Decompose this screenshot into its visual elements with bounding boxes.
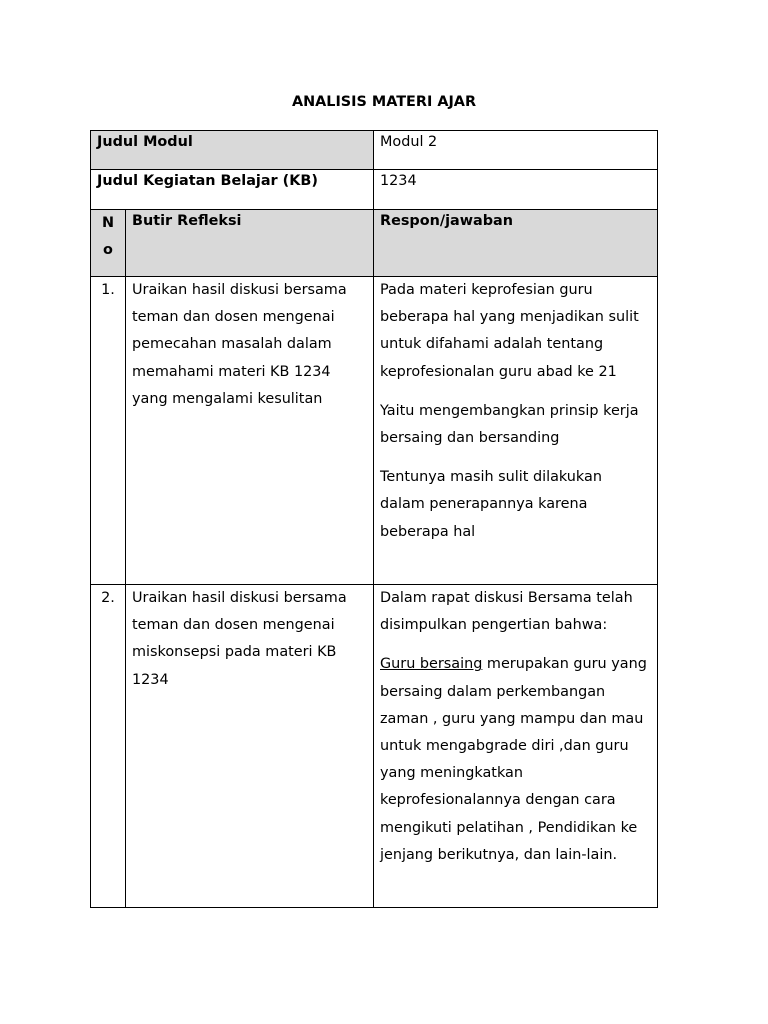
judul-modul-value: Modul 2 bbox=[374, 131, 658, 170]
respon-paragraph: Tentunya masih sulit dilakukan dalam penerapannya karena beberapa hal bbox=[380, 469, 602, 540]
document-title: ANALISIS MATERI AJAR bbox=[291, 94, 477, 110]
respon-paragraph bbox=[380, 651, 651, 869]
header-no bbox=[91, 210, 126, 277]
respon-term-definition: merupakan guru yang bersaing dalam perkembangan zaman , guru yang mampu dan mau untuk mengabgrade diri ,dan guru yang meningkatkan keprofesionalannya dengan cara mengikuti pelatihan , Pendidikan ke jenjang berikutnya, dan lain-lain. bbox=[380, 656, 647, 863]
row-number: 1. bbox=[91, 277, 126, 585]
table-row bbox=[91, 585, 658, 908]
respon-paragraph: Dalam rapat diskusi Bersama telah disimpulkan pengertian bahwa: bbox=[380, 590, 633, 634]
respon-cell bbox=[374, 277, 658, 585]
row-number: 2. bbox=[91, 585, 126, 908]
materi-table bbox=[90, 130, 658, 908]
judul-kb-row bbox=[91, 170, 658, 210]
header-respon-jawaban: Respon/jawaban bbox=[374, 210, 658, 277]
butir-refleksi-cell: Uraikan hasil diskusi bersama teman dan dosen mengenai pemecahan masalah dalam memahami materi KB 1234 yang mengalami kesulitan bbox=[126, 277, 374, 585]
judul-modul-row bbox=[91, 131, 658, 170]
header-no-part2: o bbox=[103, 242, 113, 259]
judul-kb-label: Judul Kegiatan Belajar (KB) bbox=[91, 170, 374, 210]
judul-modul-label: Judul Modul bbox=[91, 131, 374, 170]
respon-paragraph: Yaitu mengembangkan prinsip kerja bersaing dan bersanding bbox=[380, 402, 639, 447]
respon-term-underlined: Guru bersaing bbox=[380, 656, 483, 673]
table-row bbox=[91, 277, 658, 585]
table-header-row bbox=[91, 210, 658, 277]
header-no-part1: N bbox=[101, 215, 115, 231]
respon-cell bbox=[374, 585, 658, 908]
respon-paragraph: Pada materi keprofesian guru beberapa hal yang menjadikan sulit untuk difahami adalah tentang keprofesionalan guru abad ke 21 bbox=[380, 282, 639, 380]
judul-kb-value: 1234 bbox=[374, 170, 658, 210]
butir-refleksi-cell: Uraikan hasil diskusi bersama teman dan dosen mengenai miskonsepsi pada materi KB 1234 bbox=[126, 585, 374, 908]
header-butir-refleksi: Butir Refleksi bbox=[126, 210, 374, 277]
